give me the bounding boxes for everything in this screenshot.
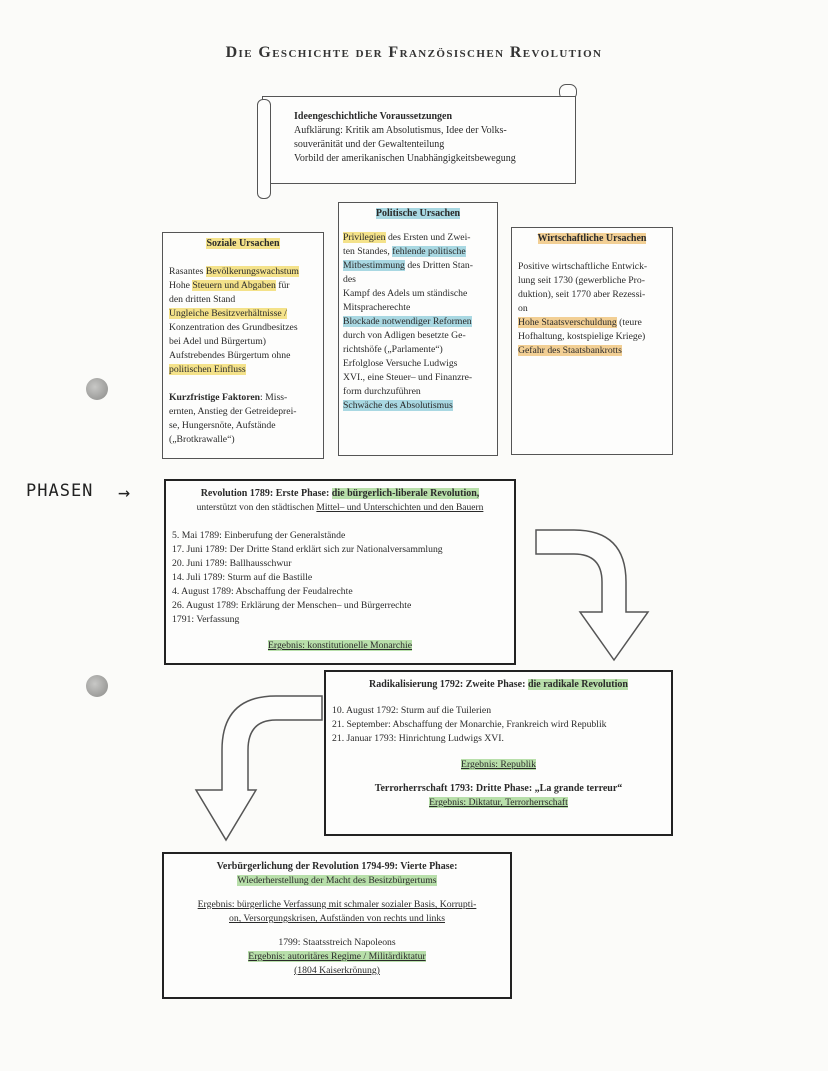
social-highlight: politischen Einfluss bbox=[169, 364, 246, 375]
phase1-subheading: unterstützt von den städtischen bbox=[196, 503, 317, 513]
economic-highlight: Gefahr des Staatsbankrotts bbox=[518, 345, 622, 356]
social-highlight: Steuern und Abgaben bbox=[192, 280, 276, 291]
economic-text: Hofhaltung, kostspielige Kriege) bbox=[518, 331, 646, 342]
phasen-annotation: PHASEN bbox=[26, 481, 94, 501]
social-text: („Brotkrawalle“) bbox=[169, 434, 235, 445]
social-text: ernten, Anstieg der Getreideprei- bbox=[169, 406, 297, 417]
short-term-factors-label: Kurzfristige Faktoren bbox=[169, 392, 261, 403]
political-text: form durchzuführen bbox=[343, 386, 421, 397]
phase2-heading: Radikalisierung 1792: Zweite Phase: bbox=[369, 679, 528, 690]
political-highlight: Blockade notwendiger Reformen bbox=[343, 316, 472, 327]
political-highlight: Mitbestimmung bbox=[343, 260, 405, 271]
phase1-event: 20. Juni 1789: Ballhausschwur bbox=[172, 558, 292, 569]
economic-causes-box bbox=[511, 227, 673, 455]
social-text: : Miss- bbox=[260, 392, 288, 403]
phase2-heading-highlight: die radikale Revolution bbox=[527, 679, 628, 690]
political-text: des Dritten Stan- bbox=[404, 260, 473, 271]
phase1-heading-highlight: die bürgerlich-liberale Revolution, bbox=[331, 488, 480, 499]
economic-text: Positive wirtschaftliche Entwick- bbox=[518, 261, 648, 272]
social-text: Rasantes bbox=[169, 266, 206, 277]
phase2-box bbox=[324, 670, 673, 836]
social-causes-box bbox=[162, 232, 324, 459]
arrow-down-left-icon bbox=[176, 692, 324, 844]
political-text: des bbox=[343, 274, 356, 285]
phase1-event: 26. August 1789: Erklärung der Menschen– und Bürgerrechte bbox=[172, 600, 412, 611]
phase3-heading: Terrorherrschaft 1793: Dritte Phase: „La grande terreur“ bbox=[374, 783, 623, 794]
ideas-heading: Ideengeschichtliche Voraussetzungen bbox=[294, 111, 453, 122]
political-text: durch von Adligen besetzte Ge- bbox=[343, 330, 466, 341]
political-text: Erfolglose Versuche Ludwigs bbox=[343, 358, 458, 369]
ideas-line: souveränität und der Gewaltenteilung bbox=[294, 139, 445, 150]
phase1-box bbox=[164, 479, 516, 665]
phase1-event: 14. Juli 1789: Sturm auf die Bastille bbox=[172, 572, 313, 583]
arrow-down-right-icon bbox=[534, 526, 684, 664]
social-highlight: Bevölkerungswachstum bbox=[205, 266, 299, 277]
economic-text: lung seit 1730 (gewerbliche Pro- bbox=[518, 275, 645, 286]
social-heading: Soziale Ursachen bbox=[206, 238, 280, 249]
phase4-event: 1799: Staatsstreich Napoleons bbox=[278, 937, 396, 948]
binder-hole bbox=[86, 378, 108, 400]
political-highlight: fehlende politische bbox=[392, 246, 466, 257]
scroll-roll-left bbox=[257, 99, 271, 199]
phase2-event: 10. August 1792: Sturm auf die Tuilerien bbox=[332, 705, 492, 716]
phase4-subheading: Wiederherstellung der Macht des Besitzbürgertums bbox=[237, 875, 437, 886]
political-text: XVI., eine Steuer– und Finanzre- bbox=[343, 372, 473, 383]
social-text: den dritten Stand bbox=[169, 294, 236, 305]
phase1-event: 4. August 1789: Abschaffung der Feudalrechte bbox=[172, 586, 353, 597]
social-highlight: Ungleiche Besitzverhältnisse / bbox=[169, 308, 287, 319]
phase1-subheading-underlined: Mittel– und Unterschichten und den Bauern bbox=[316, 503, 484, 513]
ideas-line: Vorbild der amerikanischen Unabhängigkeitsbewegung bbox=[294, 153, 516, 164]
political-causes-box bbox=[338, 202, 498, 456]
political-heading: Politische Ursachen bbox=[375, 208, 461, 219]
political-text: richtshöfe („Parlamente“) bbox=[343, 344, 443, 355]
political-highlight: Privilegien bbox=[343, 232, 386, 243]
phase4-coronation: (1804 Kaiserkrönung) bbox=[294, 965, 380, 976]
phase4-heading: Verbürgerlichung der Revolution 1794-99: Vierte Phase: bbox=[216, 861, 458, 872]
phase1-result: Ergebnis: konstitutionelle Monarchie bbox=[267, 640, 413, 651]
phase4-result: Ergebnis: bürgerliche Verfassung mit schmaler sozialer Basis, Korrupti- bbox=[197, 899, 477, 910]
binder-hole bbox=[86, 675, 108, 697]
social-text: Aufstrebendes Bürgertum ohne bbox=[169, 350, 291, 361]
phase1-heading: Revolution 1789: Erste Phase: bbox=[200, 488, 332, 499]
phase1-event: 17. Juni 1789: Der Dritte Stand erklärt sich zur Nationalversammlung bbox=[172, 544, 443, 555]
phase1-event: 1791: Verfassung bbox=[172, 614, 240, 625]
political-text: des Ersten und Zwei- bbox=[385, 232, 471, 243]
political-text: Kampf des Adels um ständische bbox=[343, 288, 468, 299]
social-text: Hohe bbox=[169, 280, 193, 291]
economic-text: on bbox=[518, 303, 528, 314]
page-title: Die Geschichte der Französischen Revolution bbox=[225, 44, 603, 61]
economic-text: (teure bbox=[616, 317, 642, 328]
phase1-event: 5. Mai 1789: Einberufung der Generalstände bbox=[172, 530, 346, 541]
phase4-result: on, Versorgungskrisen, Aufständen von rechts und links bbox=[229, 913, 445, 924]
social-text: bei Adel und Bürgertum) bbox=[169, 336, 266, 347]
ideas-text bbox=[294, 110, 564, 166]
political-highlight: Schwäche des Absolutismus bbox=[343, 400, 453, 411]
political-text: ten Standes, bbox=[343, 246, 393, 257]
social-text: für bbox=[275, 280, 290, 291]
economic-text: duktion), seit 1770 aber Rezessi- bbox=[518, 289, 646, 300]
political-text: Mitspracherechte bbox=[343, 302, 411, 313]
arrow-right-icon: → bbox=[118, 480, 132, 504]
social-text: Konzentration des Grundbesitzes bbox=[169, 322, 298, 333]
economic-heading: Wirtschaftliche Ursachen bbox=[537, 233, 647, 244]
phase2-event: 21. September: Abschaffung der Monarchie, Frankreich wird Republik bbox=[332, 719, 607, 730]
phase2-event: 21. Januar 1793: Hinrichtung Ludwigs XVI. bbox=[332, 733, 504, 744]
phase4-result2: Ergebnis: autoritäres Regime / Militärdiktatur bbox=[248, 951, 426, 962]
ideas-line: Aufklärung: Kritik am Absolutismus, Idee der Volks- bbox=[294, 125, 507, 136]
phase2-result: Ergebnis: Republik bbox=[461, 759, 536, 770]
economic-highlight: Hohe Staatsverschuldung bbox=[518, 317, 617, 328]
phase4-box bbox=[162, 852, 512, 999]
phase3-result: Ergebnis: Diktatur, Terrorherrschaft bbox=[429, 797, 568, 808]
social-text: se, Hungersnöte, Aufstände bbox=[169, 420, 276, 431]
